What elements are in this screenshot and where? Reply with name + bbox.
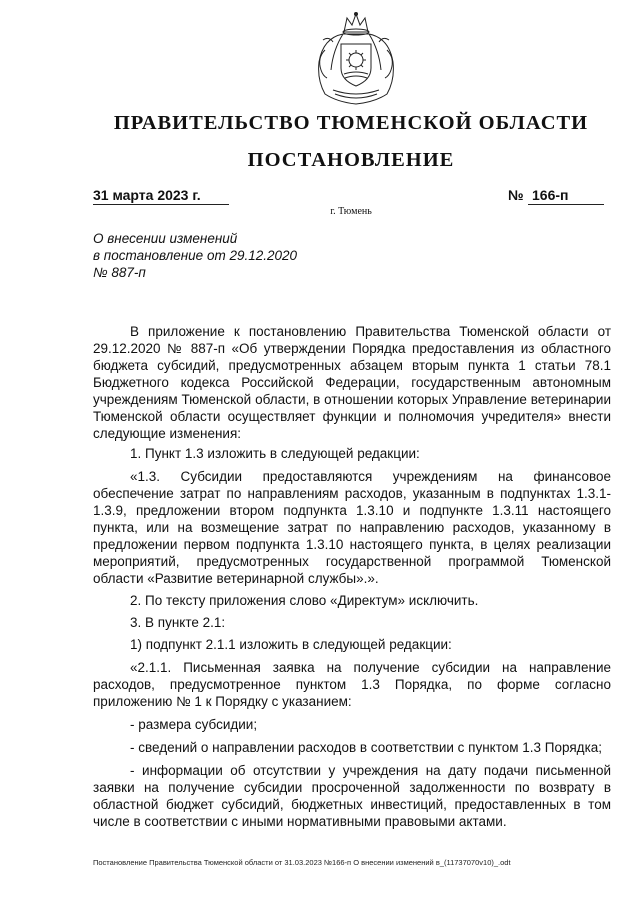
tyumen-coat-of-arms-icon <box>311 10 401 105</box>
body-paragraph: В приложение к постановлению Правительства Тюменской области от 29.12.2020 № 887-п «Об утверждении Порядка предоставления из областного бюджета субсидий, предусмотренных абзацем вторым пункта 1 статьи 78.1 Бюджетного кодекса Российской Федерации, государственным автономным учреждениям Тюменской области, в отношении которых Управление ветеринарии Тюменской области осуществляет функции и полномочия учредителя» внести следующие изменения: <box>93 324 611 441</box>
body-paragraph: «2.1.1. Письменная заявка на получение субсидии на направление расходов, предусмотренное пунктом 1.3 Порядка, по форме согласно приложению № 1 к Порядку с указанием: <box>93 660 611 709</box>
body-paragraph: - сведений о направлении расходов в соответствии с пунктом 1.3 Порядка; <box>130 740 603 755</box>
document-subject <box>93 230 353 281</box>
body-paragraph: 1. Пункт 1.3 изложить в следующей редакции: <box>130 446 420 461</box>
number-label: № <box>508 187 524 203</box>
document-date: 31 марта 2023 г. <box>93 187 229 205</box>
document-number-value: 166-п <box>532 187 569 203</box>
subject-line: О внесении изменений <box>93 231 238 246</box>
body-paragraph: - размера субсидии; <box>130 717 258 732</box>
document-type: ПОСТАНОВЛЕНИЕ <box>247 149 455 171</box>
document-body <box>93 323 611 830</box>
subject-line: в постановление от 29.12.2020 <box>93 248 298 263</box>
footer-file-name: Постановление Правительства Тюменской области от 31.03.2023 №166-п О внесении изменений в_(11737070v10)_.odt <box>93 858 511 867</box>
city-name: г. Тюмень <box>330 206 372 217</box>
body-paragraph: 1) подпункт 2.1.1 изложить в следующей редакции: <box>130 637 452 652</box>
body-paragraph: 3. В пункте 2.1: <box>130 615 226 630</box>
organization-title: ПРАВИТЕЛЬСТВО ТЮМЕНСКОЙ ОБЛАСТИ <box>113 112 589 134</box>
subject-line: № 887-п <box>93 265 146 280</box>
body-paragraph: «1.3. Субсидии предоставляются учреждениям на финансовое обеспечение затрат по направлениям расходов, указанным в подпунктах 1.3.1-1.3.9, предложении втором подпункта 1.3.10 и подпункте 1.3.11 настоящего пункта, или на возмещение затрат по направлению расходов, указанному в предложении первом подпункта 1.3.10 настоящего пункта, в целях реализации мероприятий, предусмотренных государственной программой Тюменской области «Развитие ветеринарной службы».». <box>93 469 611 586</box>
document-number <box>528 187 604 205</box>
body-paragraph: - информации об отсутствии у учреждения на дату подачи письменной заявки на получение субсидии просроченной задолженности по возврату в областной бюджет субсидий, бюджетных инвестиций, предоставленных в том числе в соответствии с иными нормативными правовыми актами. <box>93 763 611 829</box>
body-paragraph: 2. По тексту приложения слово «Директум» исключить. <box>130 593 479 608</box>
